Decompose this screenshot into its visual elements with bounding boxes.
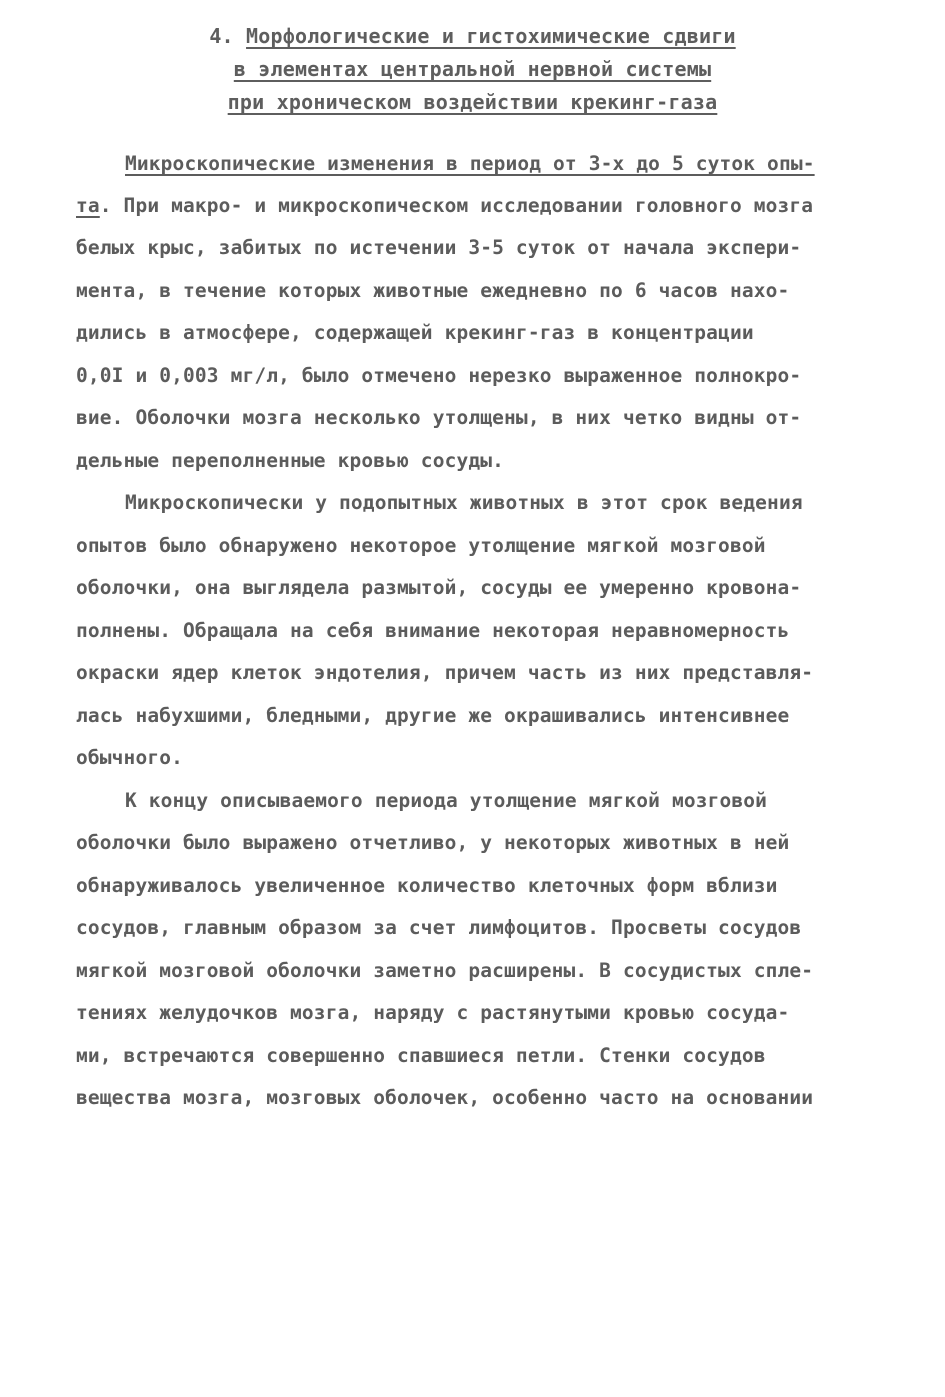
p2-line-6: лась набухшими, бледными, другие же окрашивались интенсивнее [76,704,790,727]
p2-line-2: опытов было обнаружено некоторое утолщение мягкой мозговой [76,534,766,557]
p1-line-2 [76,192,876,220]
p3-line-8: вещества мозга, мозговых оболочек, особенно часто на основании [76,1086,814,1109]
section-heading-line-2 [0,55,945,83]
heading-text-3: при хроническом воздействии крекинг-газа [227,90,718,114]
p1-line-5: дились в атмосфере, содержащей крекинг-газ в концентрации [76,321,754,344]
p1-line-6: 0,0I и 0,003 мг/л, было отмечено нерезко выраженное полнокро- [76,364,802,387]
p1-line-2-text: . При макро- и микроскопическом исследовании головного мозга [99,194,814,217]
heading-text-1: Морфологические и гистохимические сдвиги [246,24,736,48]
p1-line-4: мента, в течение которых животные ежедневно по 6 часов нахо- [76,279,790,302]
p2-line-5: окраски ядер клеток эндотелия, причем часть из них представля- [76,661,814,684]
section-number: 4. [209,24,234,48]
section-heading-line-3 [0,88,945,116]
heading-text-2: в элементах центральной нервной системы [233,57,712,81]
p2-line-7: обычного. [76,746,184,769]
p2-line-4: полнены. Обращала на себя внимание некоторая неравномерность [76,619,790,642]
p3-line-2: оболочки было выражено отчетливо, у некоторых животных в ней [76,831,790,854]
p3-line-6: тениях желудочков мозга, наряду с растянутыми кровью сосуда- [76,1001,790,1024]
p2-line-3: оболочки, она выглядела размытой, сосуды ее умеренно кровона- [76,576,802,599]
p3-line-7: ми, встречаются совершенно спавшиеся петли. Стенки сосудов [76,1044,766,1067]
p1-subheading-end: та [76,194,100,217]
p3-line-5: мягкой мозговой оболочки заметно расширены. В сосудистых спле- [76,959,814,982]
p1-line-1 [125,150,877,178]
p3-line-4: сосудов, главным образом за счет лимфоцитов. Просветы сосудов [76,916,802,939]
p3-line-3: обнаруживалось увеличенное количество клеточных форм вблизи [76,874,778,897]
p1-line-7: вие. Оболочки мозга несколько утолщены, в них четко видны от- [76,406,802,429]
p1-subheading: Микроскопические изменения в период от 3-х до 5 суток опы- [125,152,815,175]
p1-line-3: белых крыс, забитых по истечении 3-5 суток от начала экспери- [76,236,802,259]
p2-line-1: Микроскопически у подопытных животных в этот срок ведения [125,491,803,514]
section-heading-line-1 [0,22,945,50]
p3-line-1: К концу описываемого периода утолщение мягкой мозговой [125,789,768,812]
p1-line-8: дельные переполненные кровью сосуды. [76,449,505,472]
